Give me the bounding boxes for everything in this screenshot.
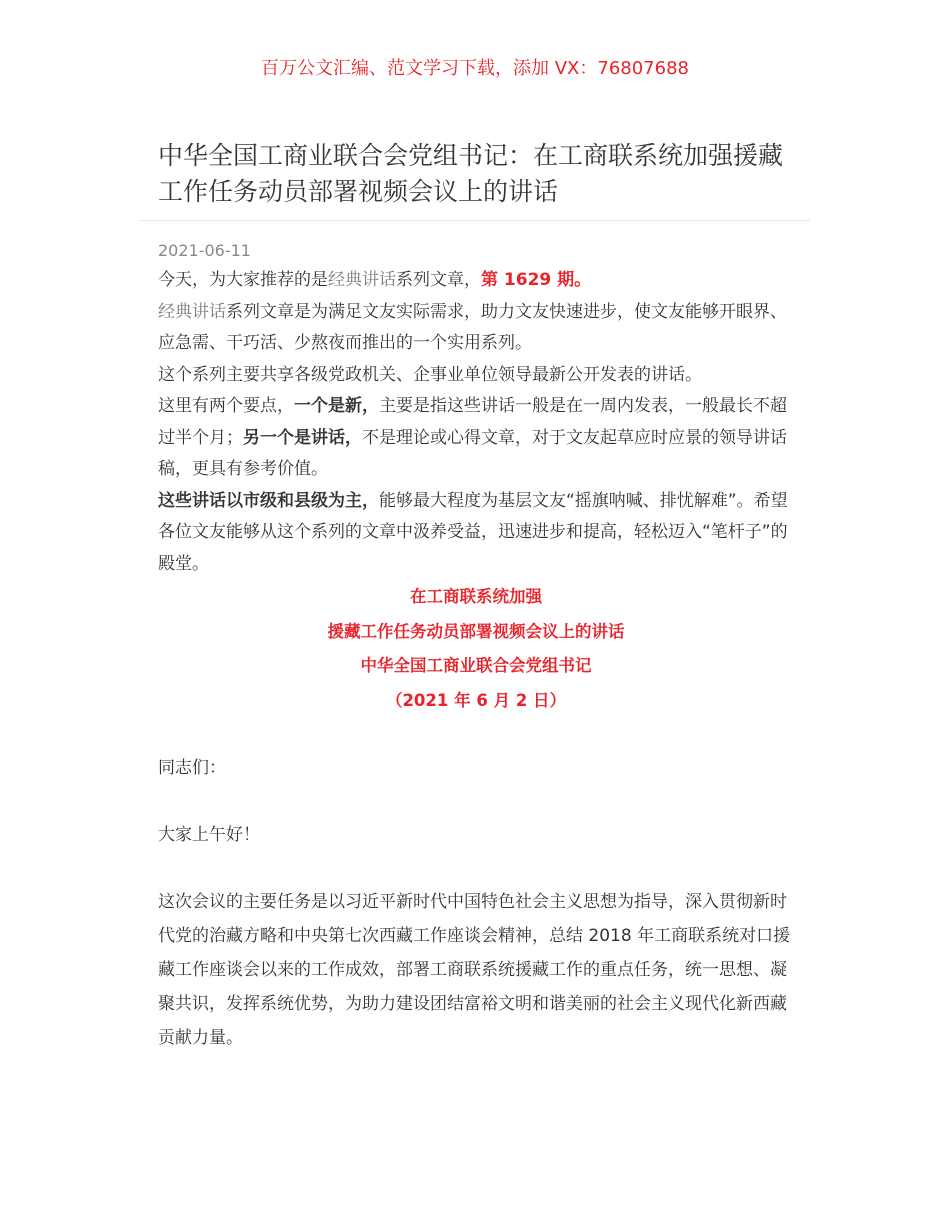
intro-paragraph-2 <box>158 297 794 360</box>
intro-paragraph-4 <box>158 391 794 486</box>
speech-date: （2021 年 6 月 2 日） <box>385 690 567 710</box>
intro-text: 系列文章， <box>396 270 481 290</box>
intro-paragraph-5 <box>158 486 794 581</box>
speech-hello: 大家上午好！ <box>158 825 260 845</box>
intro-text: 系列文章是为满足文友实际需求，助力文友快速进步，使文友能够开眼界、应急需、干巧活、少熬夜而推出的一个实用系列。 <box>158 301 787 353</box>
intro-paragraph-3: 这个系列主要共享各级党政机关、企事业单位领导最新公开发表的讲话。 <box>158 364 702 385</box>
key-point-2: 另一个是讲话， <box>243 427 362 448</box>
intro-text: 今天，为大家推荐的是 <box>158 270 328 290</box>
key-point-3: 这些讲话以市级和县级为主， <box>158 490 379 511</box>
title-divider <box>140 220 810 221</box>
speech-header <box>158 580 794 718</box>
series-name: 经典讲话 <box>158 301 226 322</box>
speech-speaker: 中华全国工商业联合会党组书记 <box>360 656 592 675</box>
speech-greeting: 同志们： <box>158 758 226 778</box>
series-name: 经典讲话 <box>328 270 396 290</box>
promo-banner: 百万公文汇编、范文学习下载，添加 VX：76807688 <box>261 58 689 79</box>
intro-text: 不是理论或心得文章，对于文友起草应时应景的领导讲话稿，更具有参考价值。 <box>158 427 787 479</box>
article-title: 中华全国工商业联合会党组书记：在工商联系统加强援藏工作任务动员部署视频会议上的讲话 <box>158 141 784 206</box>
speech-title-line-1: 在工商联系统加强 <box>410 587 542 606</box>
intro-text: 这里有两个要点， <box>158 396 294 416</box>
article-body <box>158 265 794 1055</box>
issue-number: 第 1629 期。 <box>481 270 592 290</box>
speech-title-line-2: 援藏工作任务动员部署视频会议上的讲话 <box>327 621 625 641</box>
intro-text: 能够最大程度为基层文友“摇旗呐喊、排忧解难”。希望各位文友能够从这个系列的文章中汲养受益，迅速进步和提高，轻松迈入“笔杆子”的殿堂。 <box>158 490 788 574</box>
speech-paragraph-1: 这次会议的主要任务是以习近平新时代中国特色社会主义思想为指导，深入贯彻新时代党的治藏方略和中央第七次西藏工作座谈会精神，总结 2018 年工商联系统对口援藏工作座谈会以来的工作成效，部署工商联系统援藏工作的重点任务，统一思想、凝聚共识，发挥系统优势，为助力建设团结富裕文明和谐美丽的社会主义现代化新西藏贡献力量。 <box>158 892 791 1048</box>
key-point-1: 一个是新， <box>294 396 379 416</box>
intro-text: 主要是指这些讲话一般是在一周内发表，一般最长不超过半个月； <box>158 396 787 448</box>
publish-date: 2021-06-11 <box>158 241 251 260</box>
intro-paragraph-1 <box>158 265 794 297</box>
